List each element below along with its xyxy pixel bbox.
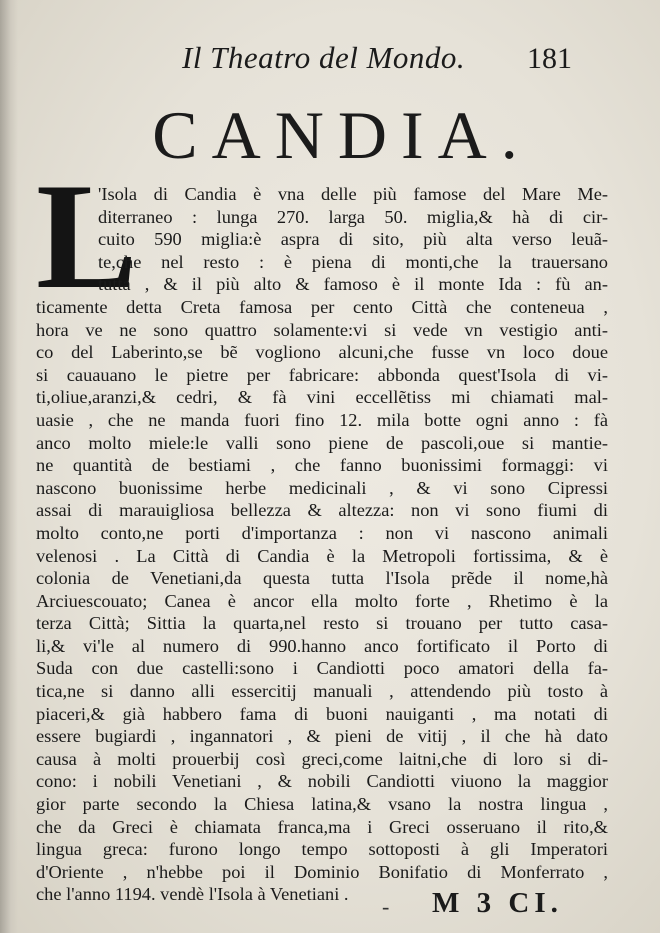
text-line: velenosi . La Città di Candia è la Metropoli fortissima, & è — [36, 545, 608, 566]
text-line: te,che nel resto : è piena di monti,che la trauersano — [98, 251, 608, 272]
text-line: molto conto,ne porti d'importanza : non vi nascono animali — [36, 522, 608, 543]
text-line: terza Città; Sittia la quarta,nel resto si trouano per tutto casa- — [36, 613, 608, 634]
page-number: 181 — [527, 42, 572, 75]
drop-cap: L — [36, 152, 138, 320]
text-line: tica,ne si danno alli essercitij manuali , attendendo più tosto à — [36, 681, 608, 702]
text-line: causa à molti prouerbij così greci,come laitni,che di loro si di- — [36, 748, 608, 769]
text-line: ne quantità de bestiami , che fanno buonissimi formaggi: vi — [36, 455, 608, 476]
text-line: colonia de Venetiani,da questa tutta l'Isola prẽde il nome,hà — [36, 568, 608, 589]
text-line: Suda con due castelli:sono i Candiotti poco amatori della fa- — [36, 658, 608, 679]
text-line: d'Oriente , n'hebbe poi il Dominio Bonifatio di Monferrato , — [36, 861, 608, 882]
text-line: anco molto miele:le valli sono piene de pascoli,oue si mantie- — [36, 432, 608, 453]
body-text — [36, 183, 608, 906]
text-line: piaceri,& già habbero fama di buoni nauiganti , ma notati di — [36, 703, 608, 724]
text-line: lingua greca: furono longo tempo sottoposti à gli Imperatori — [36, 839, 608, 860]
chapter-title: CANDIA. — [152, 97, 532, 173]
text-line: che l'anno 1194. vendè l'Isola à Venetiani . — [36, 884, 349, 905]
text-line: Arciuescouato; Canea è ancor ella molto forte , Rhetimo è la — [36, 590, 608, 611]
text-line: uasie , che ne manda fuori fino 12. mila botte ogni anno : fà — [36, 409, 608, 430]
signature-mark-text: M 3 CI. — [432, 887, 563, 919]
running-title: Il Theatro del Mondo. — [182, 40, 466, 75]
text-line: si cauauano le pietre per fabricare: abbonda quest'Isola di vi- — [36, 364, 608, 385]
text-line: assai di marauigliosa bellezza & altezza: non vi sono fiumi di — [36, 500, 608, 521]
text-line: essere bugiardi , ingannatori , & pieni de vitij , il che hà dato — [36, 726, 608, 747]
text-line: nascono buonissime herbe medicinali , & vi sono Cipressi — [36, 477, 608, 498]
text-line: ticamente detta Creta famosa per cento Città che conteneua , — [36, 296, 608, 317]
text-line: cono: i nobili Venetiani , & nobili Candiotti viuono la maggior — [36, 771, 608, 792]
text-line: gior parte secondo la Chiesa latina,& vsano la nostra lingua , — [36, 794, 608, 815]
text-line: li,& vi'le al numero di 990.hanno anco fortificato il Porto di — [36, 635, 608, 656]
signature-mark: - — [382, 894, 390, 919]
text-line: hora ve ne sono quattro solamente:vi si vede vn vestigio anti- — [36, 319, 608, 340]
text-line: co del Laberinto,se bẽ vogliono alcuni,che fusse vn loco doue — [36, 342, 608, 363]
page-header — [0, 40, 660, 80]
text-line: cuito 590 miglia:è aspra di sito, più alta verso leuã- — [98, 229, 608, 250]
text-line: che da Greci è chiamata franca,ma i Greci osseruano il rito,& — [36, 816, 608, 837]
text-line: tutta , & il più alto & famoso è il monte Ida : fù an- — [98, 274, 608, 295]
text-line: diterraneo : lunga 270. larga 50. miglia,& hà di cir- — [98, 206, 608, 227]
text-line: 'Isola di Candia è vna delle più famose del Mare Me- — [98, 184, 608, 204]
text-line: ti,oliue,aranzi,& cedri, & fà vini eccellẽtiss mi chiamati mal- — [36, 387, 608, 408]
